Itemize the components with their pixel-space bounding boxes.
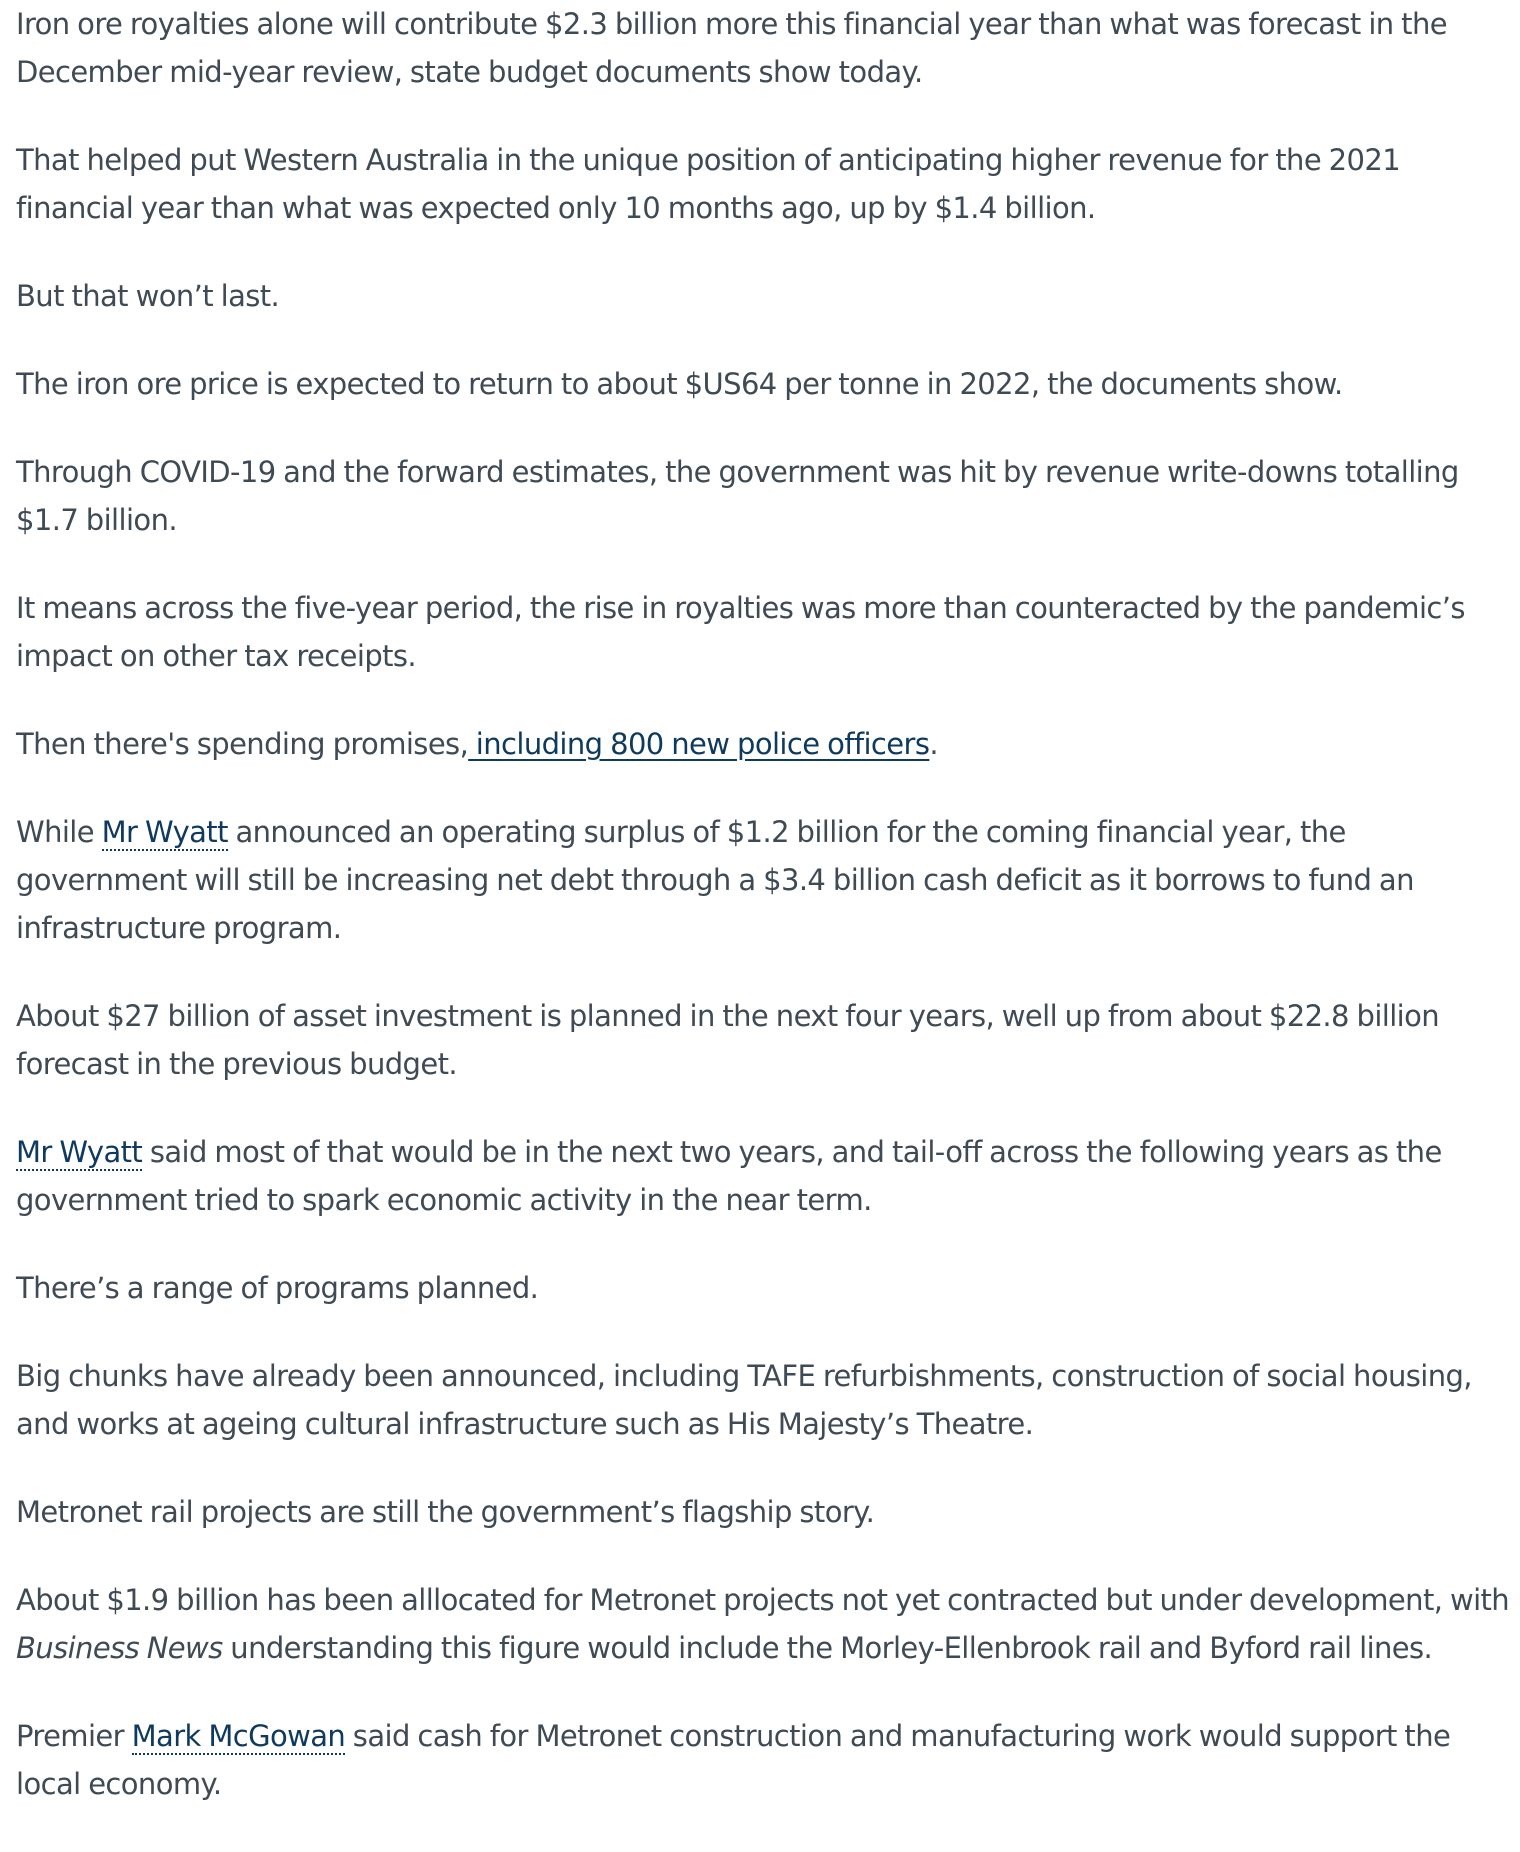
paragraph-text: While — [16, 815, 102, 849]
paragraph-five-year-period: It means across the five-year period, the rise in royalties was more than counteracted by the pandemic’s impact on other tax receipts. — [16, 591, 1465, 673]
paragraph-metronet-flagship: Metronet rail projects are still the government’s flagship story. — [16, 1495, 875, 1529]
paragraph-iron-ore-price: The iron ore price is expected to return to about $US64 per tonne in 2022, the documents show. — [16, 367, 1343, 401]
mark-mcgowan-link[interactable]: Mark McGowan — [131, 1719, 346, 1753]
paragraph-text: said cash for Metronet construction and manufacturing work would support the local economy. — [16, 1719, 1451, 1801]
paragraph-text: announced an operating surplus of $1.2 billion for the coming financial year, the government will still be increasing net debt through a $3.4 billion cash deficit as it borrows to fund an infrastructure program. — [16, 815, 1414, 945]
paragraph-iron-ore-royalties: Iron ore royalties alone will contribute $2.3 billion more this financial year than what was forecast in the December mid-year review, state budget documents show today. — [16, 7, 1447, 89]
paragraph-operating-surplus — [16, 808, 1516, 952]
paragraph-text: About $1.9 billion has been alllocated for Metronet projects not yet contracted but under development, with — [16, 1583, 1510, 1617]
mr-wyatt-link[interactable]: Mr Wyatt — [16, 1135, 143, 1169]
publication-name: Business News — [16, 1631, 223, 1665]
article-body — [16, 0, 1516, 1848]
paragraph-range-of-programs: There’s a range of programs planned. — [16, 1271, 539, 1305]
paragraph-higher-revenue: That helped put Western Australia in the unique position of anticipating higher revenue for the 2021 financial year than what was expected only 10 months ago, up by $1.4 billion. — [16, 143, 1401, 225]
mr-wyatt-link[interactable]: Mr Wyatt — [101, 815, 228, 849]
paragraph-next-two-years — [16, 1128, 1516, 1224]
paragraph-premier-mcgowan — [16, 1712, 1516, 1808]
police-officers-link[interactable]: including 800 new police officers — [468, 727, 930, 761]
paragraph-write-downs: Through COVID-19 and the forward estimates, the government was hit by revenue write-downs totalling $1.7 billion. — [16, 455, 1459, 537]
paragraph-asset-investment: About $27 billion of asset investment is planned in the next four years, well up from about $22.8 billion forecast in the previous budget. — [16, 999, 1440, 1081]
paragraph-big-chunks: Big chunks have already been announced, including TAFE refurbishments, construction of social housing, and works at ageing cultural infrastructure such as His Majesty’s Theatre. — [16, 1359, 1472, 1441]
paragraph-spending-promises — [16, 720, 1516, 768]
paragraph-text: Premier — [16, 1719, 132, 1753]
paragraph-text: said most of that would be in the next two years, and tail-off across the following years as the government tried to spark economic activity in the near term. — [16, 1135, 1442, 1217]
paragraph-text: . — [929, 727, 938, 761]
paragraph-text: Then there's spending promises, — [16, 727, 469, 761]
paragraph-wont-last: But that won’t last. — [16, 279, 280, 313]
paragraph-text: understanding this figure would include the Morley-Ellenbrook rail and Byford rail lines. — [222, 1631, 1433, 1665]
paragraph-metronet-allocation — [16, 1576, 1516, 1672]
